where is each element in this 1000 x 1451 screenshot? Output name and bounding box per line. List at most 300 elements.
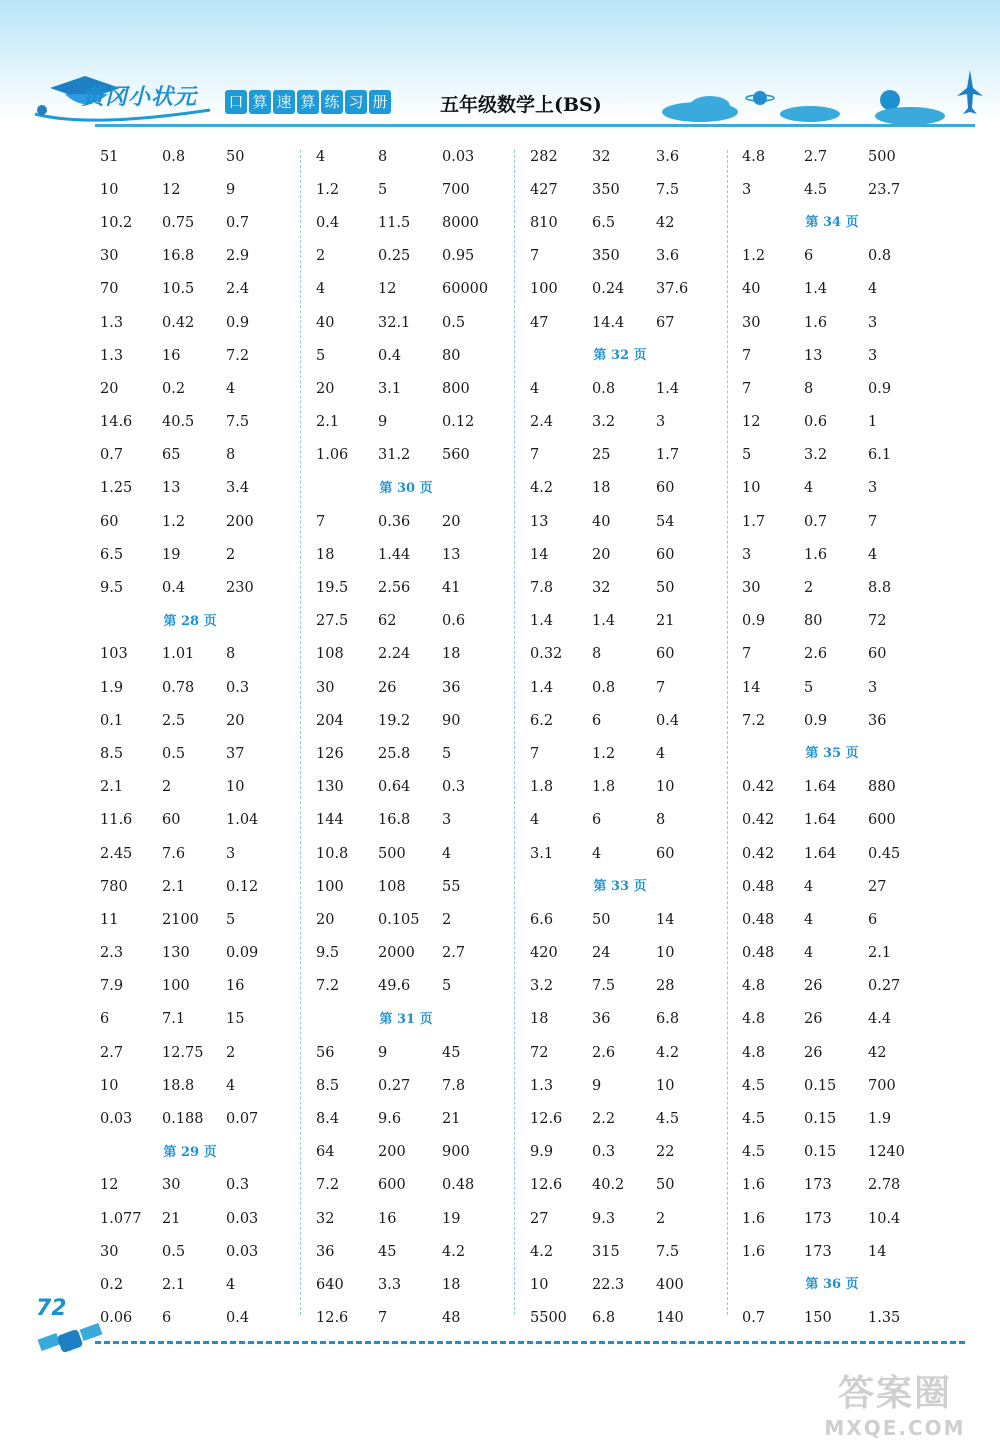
answer-row [530,638,750,671]
answer-row [316,306,536,339]
answer-row [100,339,320,372]
answer-value: 500 [868,148,896,165]
answer-row [316,1235,536,1268]
answer-value: 0.36 [378,513,411,530]
answer-value: 3 [742,181,752,198]
answer-value: 0.25 [378,248,411,265]
answer-value: 2.3 [100,945,124,962]
answer-value: 60000 [442,281,489,298]
answer-value: 50 [656,580,675,597]
answer-value: 2.1 [868,945,892,962]
answer-value: 60 [656,546,675,563]
answer-value: 49.6 [378,978,411,995]
answer-value: 65 [162,447,181,464]
answer-row [316,1268,536,1301]
answer-row [742,970,962,1003]
answer-row [316,704,536,737]
answer-row [742,406,962,439]
answer-value: 45 [378,1243,397,1260]
answer-value: 9 [378,414,388,431]
answer-value: 0.3 [442,779,466,796]
answer-value: 0.9 [868,380,892,397]
answer-row [316,903,536,936]
answer-value: 1.4 [530,613,554,630]
answer-row [316,1169,536,1202]
answer-value: 27 [868,878,887,895]
answer-value: 4 [530,380,540,397]
answer-value: 2.1 [162,878,186,895]
answer-value: 4.5 [656,1111,680,1128]
answer-value: 0.2 [100,1276,124,1293]
answer-row [530,1202,750,1235]
answer-value: 0.6 [804,414,828,431]
answer-row [100,937,320,970]
answer-row [530,439,750,472]
answer-row [100,903,320,936]
answer-value: 40.5 [162,414,195,431]
answer-row [742,273,962,306]
answer-value: 350 [592,181,620,198]
answer-value: 21 [656,613,675,630]
answer-row [742,605,962,638]
answer-row [530,704,750,737]
answer-value: 10 [656,945,675,962]
answer-value: 700 [868,1077,896,1094]
answer-value: 140 [656,1310,684,1327]
answer-value: 173 [804,1243,832,1260]
answer-value: 2 [442,911,452,928]
series-char: 习 [345,90,367,114]
answer-value: 7 [316,513,326,530]
answer-value: 36 [442,679,461,696]
answer-value: 600 [378,1177,406,1194]
answer-value: 6.8 [592,1310,616,1327]
answer-row [530,140,750,173]
answer-value: 400 [656,1276,684,1293]
answer-value: 0.2 [162,380,186,397]
answer-value: 282 [530,148,558,165]
answer-value: 0.6 [442,613,466,630]
answer-row [316,1069,536,1102]
answer-row [530,1169,750,1202]
answer-value: 2100 [162,911,199,928]
answer-row [530,1235,750,1268]
answer-value: 4 [656,745,666,762]
page-section-label: 第 36 页 [805,1277,859,1293]
answer-value: 4 [592,845,602,862]
answer-row [100,804,320,837]
answer-value: 16 [226,978,245,995]
answer-value: 40 [742,281,761,298]
answer-value: 4 [804,945,814,962]
answer-value: 2 [226,546,236,563]
answer-value: 10.4 [868,1210,901,1227]
answer-row [742,571,962,604]
answer-value: 100 [162,978,190,995]
answer-row [316,1136,536,1169]
answer-value: 1.4 [656,380,680,397]
answer-value: 4 [868,281,878,298]
answer-value: 18 [442,646,461,663]
answer-value: 7.6 [162,845,186,862]
answer-value: 0.03 [226,1210,259,1227]
answer-value: 6.6 [530,911,554,928]
answer-row [100,1036,320,1069]
answer-value: 560 [442,447,470,464]
answer-row [100,1268,320,1301]
answer-value: 0.4 [316,214,340,231]
answer-row [316,1302,536,1335]
answer-value: 0.42 [742,812,775,829]
answer-value: 14 [656,911,675,928]
answer-value: 3.2 [530,978,554,995]
answer-value: 62 [378,613,397,630]
watermark [800,1365,990,1440]
answer-value: 4.2 [442,1243,466,1260]
answer-row [530,605,750,638]
answer-value: 2 [226,1044,236,1061]
answer-row [742,837,962,870]
answer-value: 32 [592,148,611,165]
answer-value: 6 [592,812,602,829]
answer-value: 4 [530,812,540,829]
answer-value: 36 [316,1243,335,1260]
answer-value: 7.5 [226,414,250,431]
answer-row [100,737,320,770]
answer-value: 7.9 [100,978,124,995]
answer-value: 10 [226,779,245,796]
answer-row [530,240,750,273]
answer-value: 42 [868,1044,887,1061]
answer-row [742,1003,962,1036]
answer-value: 6 [868,911,878,928]
answer-value: 50 [226,148,245,165]
answer-value: 6 [804,248,814,265]
answer-value: 0.4 [226,1310,250,1327]
answer-value: 1.6 [742,1243,766,1260]
answer-value: 2 [316,248,326,265]
answer-value: 6 [162,1310,172,1327]
answer-value: 26 [804,978,823,995]
answer-value: 7.2 [742,712,766,729]
answer-row [316,1102,536,1135]
answer-value: 810 [530,214,558,231]
answer-value: 13 [442,546,461,563]
page-section-label: 第 34 页 [805,215,859,231]
answer-row [100,571,320,604]
answer-row [100,1069,320,1102]
answer-value: 1.9 [868,1111,892,1128]
answer-row [316,538,536,571]
answer-value: 108 [316,646,344,663]
answer-value: 8000 [442,214,479,231]
answer-value: 1.01 [162,646,195,663]
answer-value: 19 [162,546,181,563]
answer-value: 4.5 [742,1111,766,1128]
answer-value: 45 [442,1044,461,1061]
answer-value: 18.8 [162,1077,195,1094]
answer-value: 0.24 [592,281,625,298]
answer-value: 3.3 [378,1276,402,1293]
answer-value: 350 [592,248,620,265]
answer-value: 60 [162,812,181,829]
answer-row [742,1069,962,1102]
answer-row [316,1202,536,1235]
answer-value: 0.3 [226,679,250,696]
answer-value: 0.7 [804,513,828,530]
answer-row [530,671,750,704]
answer-value: 5 [226,911,236,928]
answer-row [742,1169,962,1202]
answer-value: 16 [162,347,181,364]
answer-value: 700 [442,181,470,198]
answer-row [530,1268,750,1301]
answer-row [316,240,536,273]
answer-row [316,937,536,970]
answer-value: 103 [100,646,128,663]
series-char: 册 [369,90,391,114]
answer-value: 10 [530,1276,549,1293]
answer-value: 6.5 [100,546,124,563]
answer-value: 0.8 [592,679,616,696]
answer-value: 1.64 [804,845,837,862]
answer-value: 0.95 [442,248,475,265]
answer-value: 0.9 [742,613,766,630]
answer-value: 1.9 [100,679,124,696]
answer-row [316,970,536,1003]
answer-row [742,704,962,737]
answer-value: 1.7 [656,447,680,464]
answer-value: 2.6 [592,1044,616,1061]
answer-value: 1240 [868,1144,905,1161]
answer-value: 18 [530,1011,549,1028]
answer-value: 14 [868,1243,887,1260]
answer-value: 4 [804,480,814,497]
answer-value: 10.2 [100,214,133,231]
answer-value: 2.4 [530,414,554,431]
answer-value: 3 [742,546,752,563]
answer-value: 1.64 [804,779,837,796]
answer-row [742,339,962,372]
answer-value: 36 [868,712,887,729]
answer-value: 7 [378,1310,388,1327]
answer-value: 2.7 [100,1044,124,1061]
answer-value: 4.5 [742,1144,766,1161]
answer-value: 0.7 [742,1310,766,1327]
answer-value: 26 [804,1044,823,1061]
answer-value: 21 [442,1111,461,1128]
answer-row [530,903,750,936]
answer-value: 20 [316,911,335,928]
answer-value: 1.2 [742,248,766,265]
answer-row [100,837,320,870]
answer-value: 12.6 [530,1177,563,1194]
answer-value: 7 [530,248,540,265]
answer-value: 230 [226,580,254,597]
answer-row [100,173,320,206]
answer-value: 67 [656,314,675,331]
answer-value: 4.4 [868,1011,892,1028]
answer-value: 30 [162,1177,181,1194]
answer-value: 2000 [378,945,415,962]
answer-value: 2.56 [378,580,411,597]
answer-row [100,1003,320,1036]
answer-value: 30 [100,1243,119,1260]
answer-value: 72 [868,613,887,630]
answer-value: 9.6 [378,1111,402,1128]
answer-row [316,173,536,206]
answer-row [316,671,536,704]
answer-row [530,173,750,206]
answer-value: 16.8 [162,248,195,265]
answer-value: 27.5 [316,613,349,630]
answer-value: 100 [316,878,344,895]
answer-value: 10.8 [316,845,349,862]
answer-value: 4 [868,546,878,563]
answer-value: 5500 [530,1310,567,1327]
answer-row [316,804,536,837]
answer-value: 8 [226,646,236,663]
answer-value: 37 [226,745,245,762]
answer-value: 14 [742,679,761,696]
answer-value: 40 [316,314,335,331]
answer-value: 3.4 [226,480,250,497]
answer-value: 1.3 [530,1077,554,1094]
footer-dashed-rule [95,1341,965,1344]
answer-value: 12 [742,414,761,431]
answer-value: 2.78 [868,1177,901,1194]
answer-row [530,1069,750,1102]
answer-value: 1.6 [804,314,828,331]
page-section-label: 第 33 页 [593,879,647,895]
answer-value: 3 [442,812,452,829]
answer-value: 23.7 [868,181,901,198]
answer-value: 0.15 [804,1144,837,1161]
answer-value: 9 [226,181,236,198]
answer-value: 9 [592,1077,602,1094]
answer-value: 14 [530,546,549,563]
answer-value: 60 [656,480,675,497]
answer-value: 26 [378,679,397,696]
answer-value: 56 [316,1044,335,1061]
answer-value: 0.8 [868,248,892,265]
answer-value: 0.48 [742,945,775,962]
answer-value: 204 [316,712,344,729]
answer-value: 37.6 [656,281,689,298]
answer-row [316,339,536,372]
answer-value: 0.4 [656,712,680,729]
answer-value: 12 [378,281,397,298]
answer-row [100,1202,320,1235]
answer-value: 2.1 [316,414,340,431]
answer-value: 4 [804,911,814,928]
answer-value: 54 [656,513,675,530]
answer-value: 780 [100,878,128,895]
answer-value: 28 [656,978,675,995]
answer-value: 1.25 [100,480,133,497]
answer-value: 70 [100,281,119,298]
answer-value: 5 [316,347,326,364]
answer-value: 6 [100,1011,110,1028]
answer-value: 40 [592,513,611,530]
answer-row [316,505,536,538]
answer-value: 6.8 [656,1011,680,1028]
answer-row [316,571,536,604]
answer-value: 0.188 [162,1111,204,1128]
answer-value: 1.04 [226,812,259,829]
answer-value: 1.3 [100,314,124,331]
answer-value: 3 [868,347,878,364]
answer-column-4 [742,140,962,1335]
answer-row [742,903,962,936]
answer-value: 19 [442,1210,461,1227]
answer-value: 27 [530,1210,549,1227]
answer-value: 2 [162,779,172,796]
answer-value: 12 [100,1177,119,1194]
answer-value: 21 [162,1210,181,1227]
answer-value: 0.07 [226,1111,259,1128]
answer-value: 1.4 [530,679,554,696]
answer-row [316,206,536,239]
answer-row [530,737,750,770]
answer-row [100,638,320,671]
answer-value: 12.75 [162,1044,204,1061]
answer-value: 1.4 [804,281,828,298]
answer-value: 0.4 [162,580,186,597]
answer-value: 3.6 [656,148,680,165]
answer-value: 4.8 [742,148,766,165]
answer-value: 4.5 [804,181,828,198]
watermark-title: 答案圈 [837,1372,952,1414]
airplane-icon [955,68,985,118]
answer-value: 48 [442,1310,461,1327]
answer-row [316,372,536,405]
answer-value: 4.2 [530,480,554,497]
answer-value: 0.64 [378,779,411,796]
answer-row [530,970,750,1003]
answer-value: 173 [804,1177,832,1194]
answer-row [316,140,536,173]
answer-value: 20 [316,380,335,397]
answer-value: 22.3 [592,1276,625,1293]
answer-row [100,970,320,1003]
answer-value: 0.42 [742,845,775,862]
series-char: 速 [273,90,295,114]
answer-value: 9.5 [316,945,340,962]
answer-value: 2 [804,580,814,597]
answer-row [316,638,536,671]
answer-value: 427 [530,181,558,198]
answer-value: 1.06 [316,447,349,464]
answer-value: 0.32 [530,646,563,663]
answer-value: 32.1 [378,314,411,331]
answer-value: 80 [804,613,823,630]
series-char: 算 [249,90,271,114]
answer-value: 0.27 [378,1077,411,1094]
page-header [0,60,1000,140]
answer-value: 14.6 [100,414,133,431]
answer-value: 7.8 [530,580,554,597]
page-section-label: 第 30 页 [379,480,433,496]
answer-row [530,206,750,239]
answer-value: 7.2 [316,1177,340,1194]
answer-row [100,140,320,173]
answer-row [530,1136,750,1169]
answer-value: 0.03 [226,1243,259,1260]
page-section-label: 第 35 页 [805,746,859,762]
page-section-label: 第 32 页 [593,348,647,364]
answer-value: 7.8 [442,1077,466,1094]
